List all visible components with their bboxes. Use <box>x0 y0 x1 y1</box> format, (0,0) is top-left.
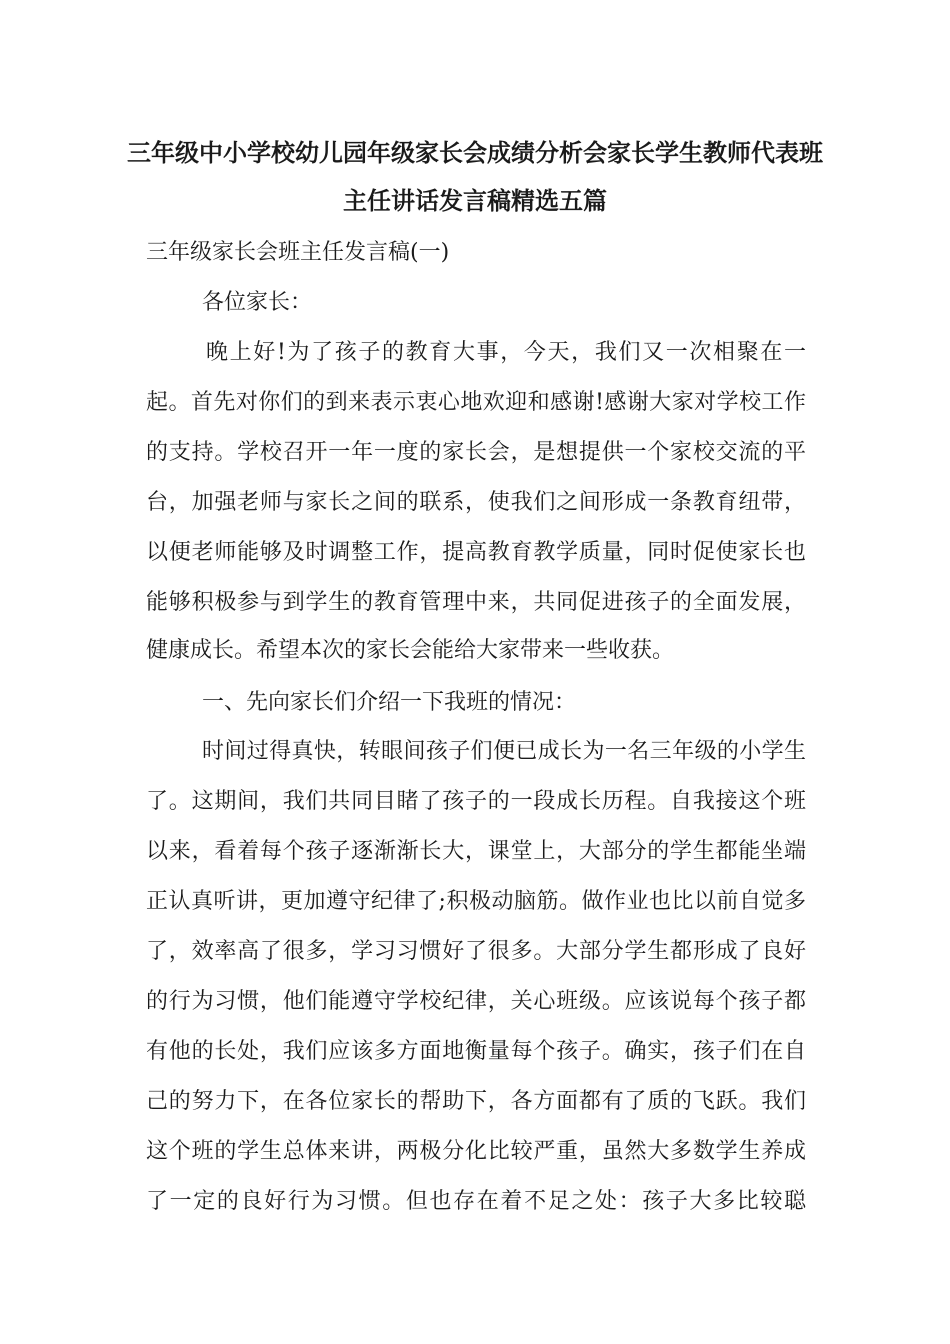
paragraph-1-line: 起。首先对你们的到来表示衷心地欢迎和感谢!感谢大家对学校工作 <box>146 390 806 415</box>
paragraph-2-line: 的行为习惯，他们能遵守学校纪律，关心班级。应该说每个孩子都 <box>146 989 806 1014</box>
paragraph-1-line: 晚上好!为了孩子的教育大事，今天，我们又一次相聚在一 <box>206 340 806 365</box>
paragraph-1-line: 台，加强老师与家长之间的联系，使我们之间形成一条教育纽带， <box>146 490 806 515</box>
paragraph-2-line: 己的努力下，在各位家长的帮助下，各方面都有了质的飞跃。我们 <box>146 1089 806 1114</box>
subheading-1: 一、先向家长们介绍一下我班的情况： <box>202 690 577 715</box>
paragraph-1-line: 能够积极参与到学生的教育管理中来，共同促进孩子的全面发展， <box>146 590 806 615</box>
document-title-line-2: 主任讲话发言稿精选五篇 <box>343 187 607 215</box>
paragraph-2-line: 这个班的学生总体来讲，两极分化比较严重，虽然大多数学生养成 <box>146 1139 806 1164</box>
paragraph-1-line: 健康成长。希望本次的家长会能给大家带来一些收获。 <box>146 638 675 663</box>
paragraph-1-line: 的支持。学校召开一年一度的家长会，是想提供一个家校交流的平 <box>146 440 806 465</box>
paragraph-2-line: 了，效率高了很多，学习习惯好了很多。大部分学生都形成了良好 <box>146 939 806 964</box>
paragraph-2-line: 时间过得真快，转眼间孩子们便已成长为一名三年级的小学生 <box>202 739 806 764</box>
paragraph-2-line: 有他的长处，我们应该多方面地衡量每个孩子。确实，孩子们在自 <box>146 1039 806 1064</box>
salutation: 各位家长： <box>202 290 313 315</box>
document-title-line-1: 三年级中小学校幼儿园年级家长会成绩分析会家长学生教师代表班 <box>127 139 823 167</box>
paragraph-2-line: 正认真听讲，更加遵守纪律了;积极动脑筋。做作业也比以前自觉多 <box>146 889 806 914</box>
paragraph-2-line: 以来，看着每个孩子逐渐渐长大，课堂上，大部分的学生都能坐端 <box>146 839 806 864</box>
section-heading: 三年级家长会班主任发言稿(一) <box>146 240 450 265</box>
paragraph-2-line: 了一定的良好行为习惯。但也存在着不足之处：孩子大多比较聪 <box>146 1189 806 1214</box>
paragraph-2-line: 了。这期间，我们共同目睹了孩子的一段成长历程。自我接这个班 <box>146 789 806 814</box>
paragraph-1-line: 以便老师能够及时调整工作，提高教育教学质量，同时促使家长也 <box>146 540 806 565</box>
